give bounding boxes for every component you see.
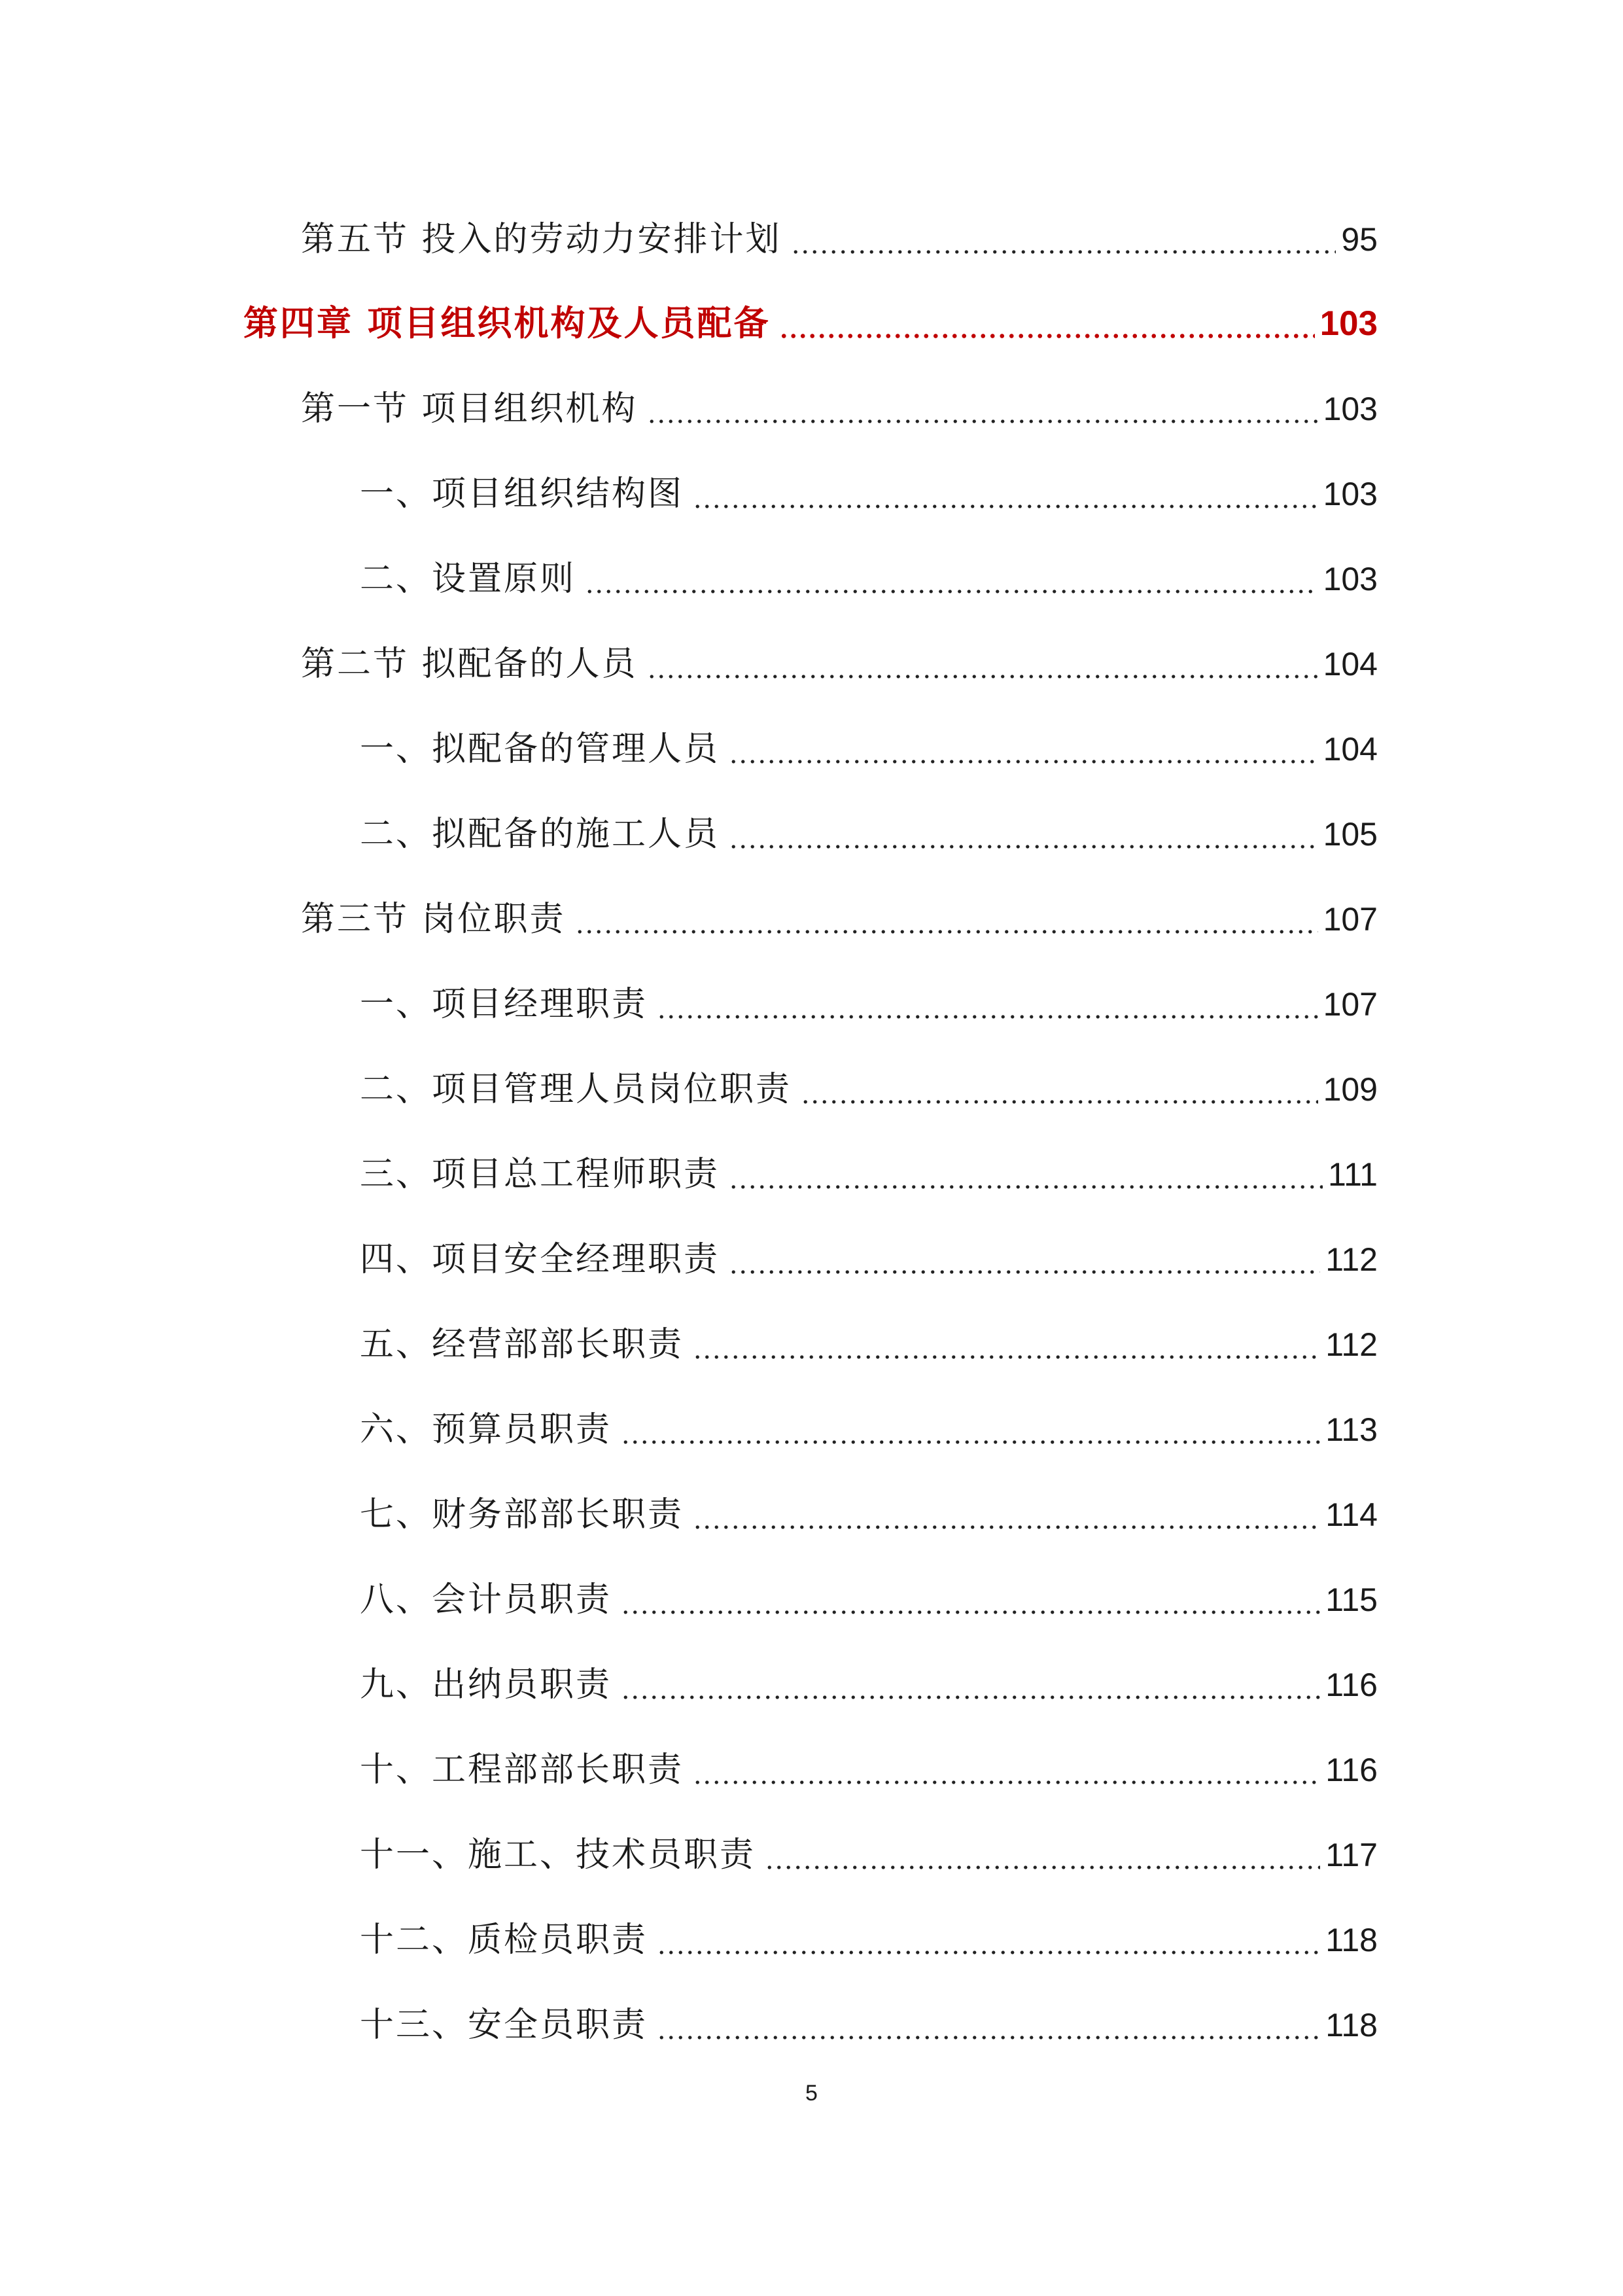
toc-entry-title: 四、项目安全经理职责 xyxy=(360,1240,720,1279)
toc-entry[interactable] xyxy=(301,638,1378,690)
toc-entry-title: 七、财务部部长职责 xyxy=(360,1495,684,1534)
toc-entry-page: 117 xyxy=(1325,1837,1378,1873)
toc-entry-title: 八、会计员职责 xyxy=(360,1580,612,1619)
toc-entry-page: 103 xyxy=(1323,476,1378,512)
toc-entry-page: 95 xyxy=(1341,221,1378,258)
toc-dot-leader xyxy=(729,1233,1320,1286)
toc-entry[interactable] xyxy=(360,1744,1378,1796)
toc-entry[interactable] xyxy=(360,553,1378,605)
toc-entry-page: 113 xyxy=(1325,1411,1378,1448)
toc-dot-leader xyxy=(585,553,1318,605)
toc-dot-leader xyxy=(729,1148,1323,1201)
toc-entry-page: 104 xyxy=(1323,646,1378,682)
toc-entry-title: 九、出纳员职责 xyxy=(360,1665,612,1704)
toc-entry[interactable] xyxy=(360,468,1378,520)
toc-entry-page: 114 xyxy=(1325,1496,1378,1533)
toc-entry-title: 一、项目经理职责 xyxy=(360,985,648,1024)
toc-dot-leader xyxy=(693,468,1318,520)
toc-entry-page: 104 xyxy=(1323,731,1378,768)
toc-dot-leader xyxy=(657,1914,1320,1966)
toc-entry[interactable] xyxy=(360,1233,1378,1286)
toc-dot-leader xyxy=(801,1063,1318,1116)
toc-dot-leader xyxy=(647,383,1318,435)
toc-entry-page: 107 xyxy=(1323,901,1378,938)
toc-entry-title: 第三节 岗位职责 xyxy=(301,900,566,939)
toc-entry-title: 五、经营部部长职责 xyxy=(360,1325,684,1364)
toc-entry[interactable] xyxy=(360,978,1378,1031)
toc-dot-leader xyxy=(765,1829,1320,1881)
toc-dot-leader xyxy=(621,1659,1320,1711)
toc-chapter-entry[interactable] xyxy=(243,298,1378,350)
toc-entry-page: 103 xyxy=(1323,561,1378,597)
toc-entry-title: 第二节 拟配备的人员 xyxy=(301,645,638,684)
toc-entry-page: 111 xyxy=(1327,1156,1378,1193)
toc-dot-leader xyxy=(657,1999,1320,2051)
toc-dot-leader xyxy=(791,213,1336,266)
toc-dot-leader xyxy=(693,1489,1320,1541)
toc-entry-page: 112 xyxy=(1325,1241,1378,1278)
toc-entry-title: 三、项目总工程师职责 xyxy=(360,1155,720,1194)
toc-dot-leader xyxy=(729,808,1318,860)
toc-entry-title: 第五节 投入的劳动力安排计划 xyxy=(301,220,782,259)
toc-entry[interactable] xyxy=(360,1829,1378,1881)
toc-entry[interactable] xyxy=(360,1999,1378,2051)
toc-entry-title: 二、拟配备的施工人员 xyxy=(360,815,720,854)
toc-chapter-title: 第四章 项目组织机构及人员配备 xyxy=(243,304,771,344)
toc-entry-page: 107 xyxy=(1323,986,1378,1023)
toc-entry[interactable] xyxy=(301,893,1378,945)
toc-dot-leader xyxy=(729,723,1318,775)
toc-dot-leader xyxy=(621,1404,1320,1456)
toc-entry-title: 十二、质检员职责 xyxy=(360,1920,648,1960)
toc-entry[interactable] xyxy=(301,383,1378,435)
toc-entry-page: 116 xyxy=(1325,1752,1378,1788)
toc-entry[interactable] xyxy=(360,1063,1378,1116)
toc-dot-leader xyxy=(657,978,1318,1031)
toc-entry-page: 105 xyxy=(1323,816,1378,853)
toc-entry-title: 一、拟配备的管理人员 xyxy=(360,730,720,769)
toc-entry-page: 109 xyxy=(1323,1071,1378,1108)
toc-chapter-page: 103 xyxy=(1319,304,1378,343)
toc-dot-leader xyxy=(693,1318,1320,1371)
toc-dot-leader xyxy=(621,1574,1320,1626)
toc-entry-page: 115 xyxy=(1325,1581,1378,1618)
toc-entry-page: 118 xyxy=(1325,2007,1378,2043)
toc-entry-page: 103 xyxy=(1323,391,1378,427)
toc-entry-page: 112 xyxy=(1325,1326,1378,1363)
toc-entry[interactable] xyxy=(360,1659,1378,1711)
page-number: 5 xyxy=(805,2081,818,2106)
toc-entry-title: 十一、施工、技术员职责 xyxy=(360,1835,756,1875)
toc-entry-title: 六、预算员职责 xyxy=(360,1410,612,1449)
toc-dot-leader xyxy=(779,298,1314,350)
toc-entry-title: 十、工程部部长职责 xyxy=(360,1750,684,1790)
toc-entry[interactable] xyxy=(301,213,1378,266)
toc-entry[interactable] xyxy=(360,1148,1378,1201)
toc-entry[interactable] xyxy=(360,1574,1378,1626)
toc-entry[interactable] xyxy=(360,1914,1378,1966)
toc-dot-leader xyxy=(647,638,1318,690)
toc-entry-title: 二、项目管理人员岗位职责 xyxy=(360,1070,792,1109)
toc-entry-title: 十三、安全员职责 xyxy=(360,2005,648,2045)
toc-entry[interactable] xyxy=(360,723,1378,775)
toc-entry[interactable] xyxy=(360,1318,1378,1371)
toc-entry-title: 第一节 项目组织机构 xyxy=(301,389,638,429)
toc-dot-leader xyxy=(693,1744,1320,1796)
toc-entry-page: 116 xyxy=(1325,1667,1378,1703)
toc-entry-page: 118 xyxy=(1325,1922,1378,1958)
toc-entry[interactable] xyxy=(360,1489,1378,1541)
toc-entry[interactable] xyxy=(360,1404,1378,1456)
toc-entry[interactable] xyxy=(360,808,1378,860)
toc-dot-leader xyxy=(575,893,1318,945)
toc-entry-title: 二、设置原则 xyxy=(360,559,576,599)
toc-entry-title: 一、项目组织结构图 xyxy=(360,474,684,514)
